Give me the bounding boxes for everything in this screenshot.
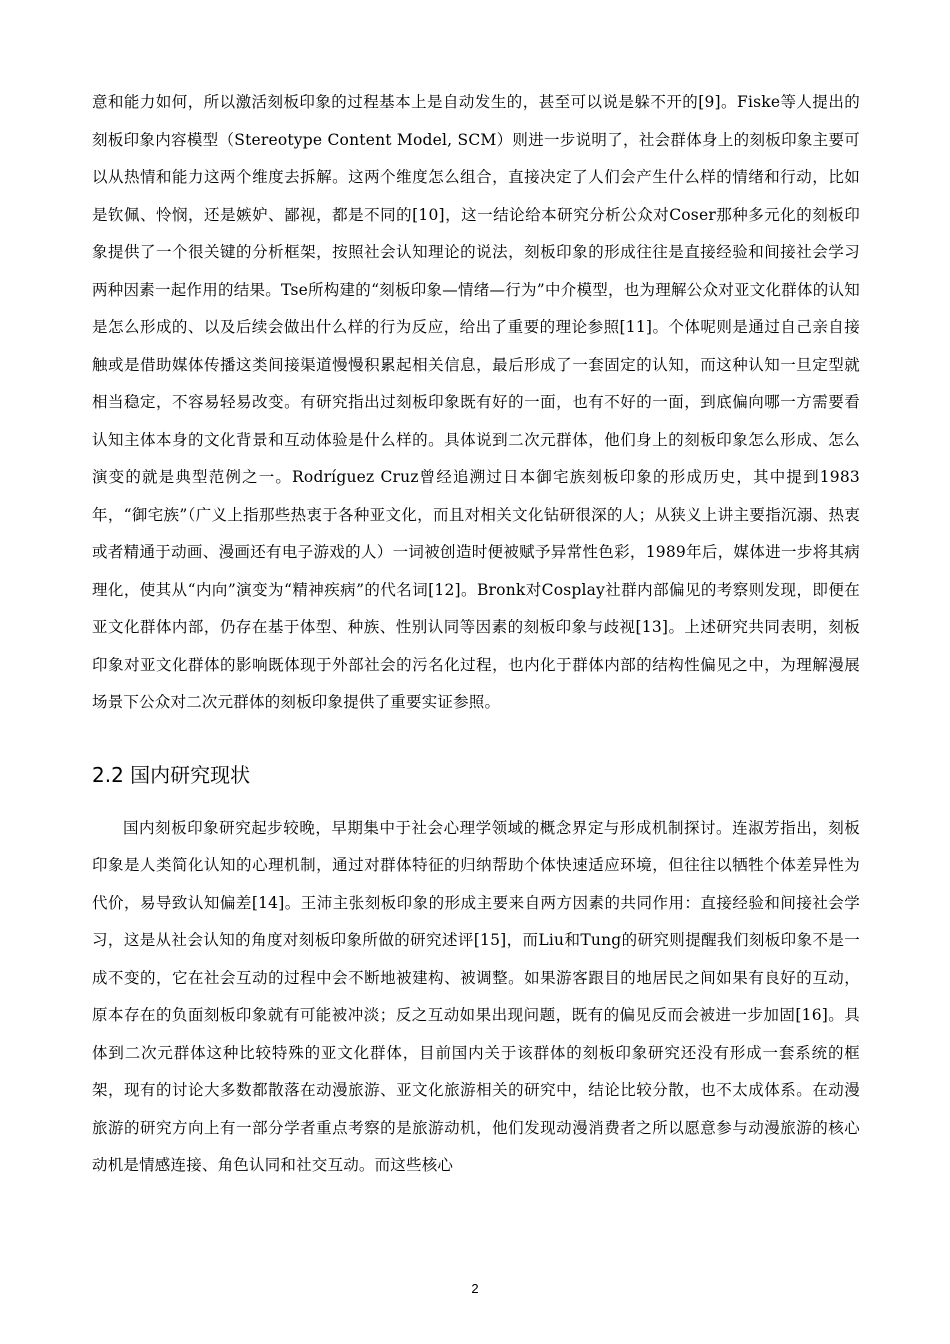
page-number: 2 [471,1281,479,1296]
body-paragraph-2: 国内刻板印象研究起步较晚，早期集中于社会心理学领域的概念界定与形成机制探讨。连淑芳指出，刻板印象是人类简化认知的心理机制，通过对群体特征的归纳帮助个体快速适应环境，但往往以牺牲个体差异性为代价，易导致认知偏差[14]。王沛主张刻板印象的形成主要来自两方因素的共同作用：直接经验和间接社会学习，这是从社会认知的角度对刻板印象所做的研究述评[15]，而Liu和Tung的研究则提醒我们刻板印象不是一成不变的，它在社会互动的过程中会不断地被建构、被调整。如果游客跟目的地居民之间如果有良好的互动，原本存在的负面刻板印象就有可能被冲淡；反之互动如果出现问题，既有的偏见反而会被进一步加固[16]。具体到二次元群体这种比较特殊的亚文化群体，目前国内关于该群体的刻板印象研究还没有形成一套系统的框架，现有的讨论大多数都散落在动漫旅游、亚文化旅游相关的研究中，结论比较分散，也不太成体系。在动漫旅游的研究方向上有一部分学者重点考察的是旅游动机，他们发现动漫消费者之所以愿意参与动漫旅游的核心动机是情感连接、角色认同和社交互动。而这些核心 [92,818,860,1174]
document-body [92,84,860,1185]
section-heading: 2.2 国内研究现状 [92,762,251,787]
body-paragraph-1: 意和能力如何，所以激活刻板印象的过程基本上是自动发生的，甚至可以说是躲不开的[9]。Fiske等人提出的刻板印象内容模型（Stereotype Content Model, SCM）则进一步说明了，社会群体身上的刻板印象主要可以从热情和能力这两个维度去拆解。这两个维度怎么组合，直接决定了人们会产生什么样的情绪和行动，比如是钦佩、怜悯，还是嫉妒、鄙视，都是不同的[10]，这一结论给本研究分析公众对Coser那种多元化的刻板印象提供了一个很关键的分析框架，按照社会认知理论的说法，刻板印象的形成往往是直接经验和间接社会学习两种因素一起作用的结果。Tse所构建的“刻板印象—情绪—行为”中介模型，也为理解公众对亚文化群体的认知是怎么形成的、以及后续会做出什么样的行为反应，给出了重要的理论参照[11]。个体呢则是通过自己亲自接触或是借助媒体传播这类间接渠道慢慢积累起相关信息，最后形成了一套固定的认知，而这种认知一旦定型就相当稳定，不容易轻易改变。有研究指出过刻板印象既有好的一面，也有不好的一面，到底偏向哪一方需要看认知主体本身的文化背景和互动体验是什么样的。具体说到二次元群体，他们身上的刻板印象怎么形成、怎么演变的就是典型范例之一。Rodríguez Cruz曾经追溯过日本御宅族刻板印象的形成历史，其中提到1983年，“御宅族”（广义上指那些热衷于各种亚文化，而且对相关文化钻研很深的人；从狭义上讲主要指沉溺、热衷或者精通于动画、漫画还有电子游戏的人）一词被创造时便被赋予异常性色彩，1989年后，媒体进一步将其病理化，使其从“内向”演变为“精神疾病”的代名词[12]。Bronk对Cosplay社群内部偏见的考察则发现，即便在亚文化群体内部，仍存在基于体型、种族、性别认同等因素的刻板印象与歧视[13]。上述研究共同表明，刻板印象对亚文化群体的影响既体现于外部社会的污名化过程，也内化于群体内部的结构性偏见之中，为理解漫展场景下公众对二次元群体的刻板印象提供了重要实证参照。 [92,93,860,711]
